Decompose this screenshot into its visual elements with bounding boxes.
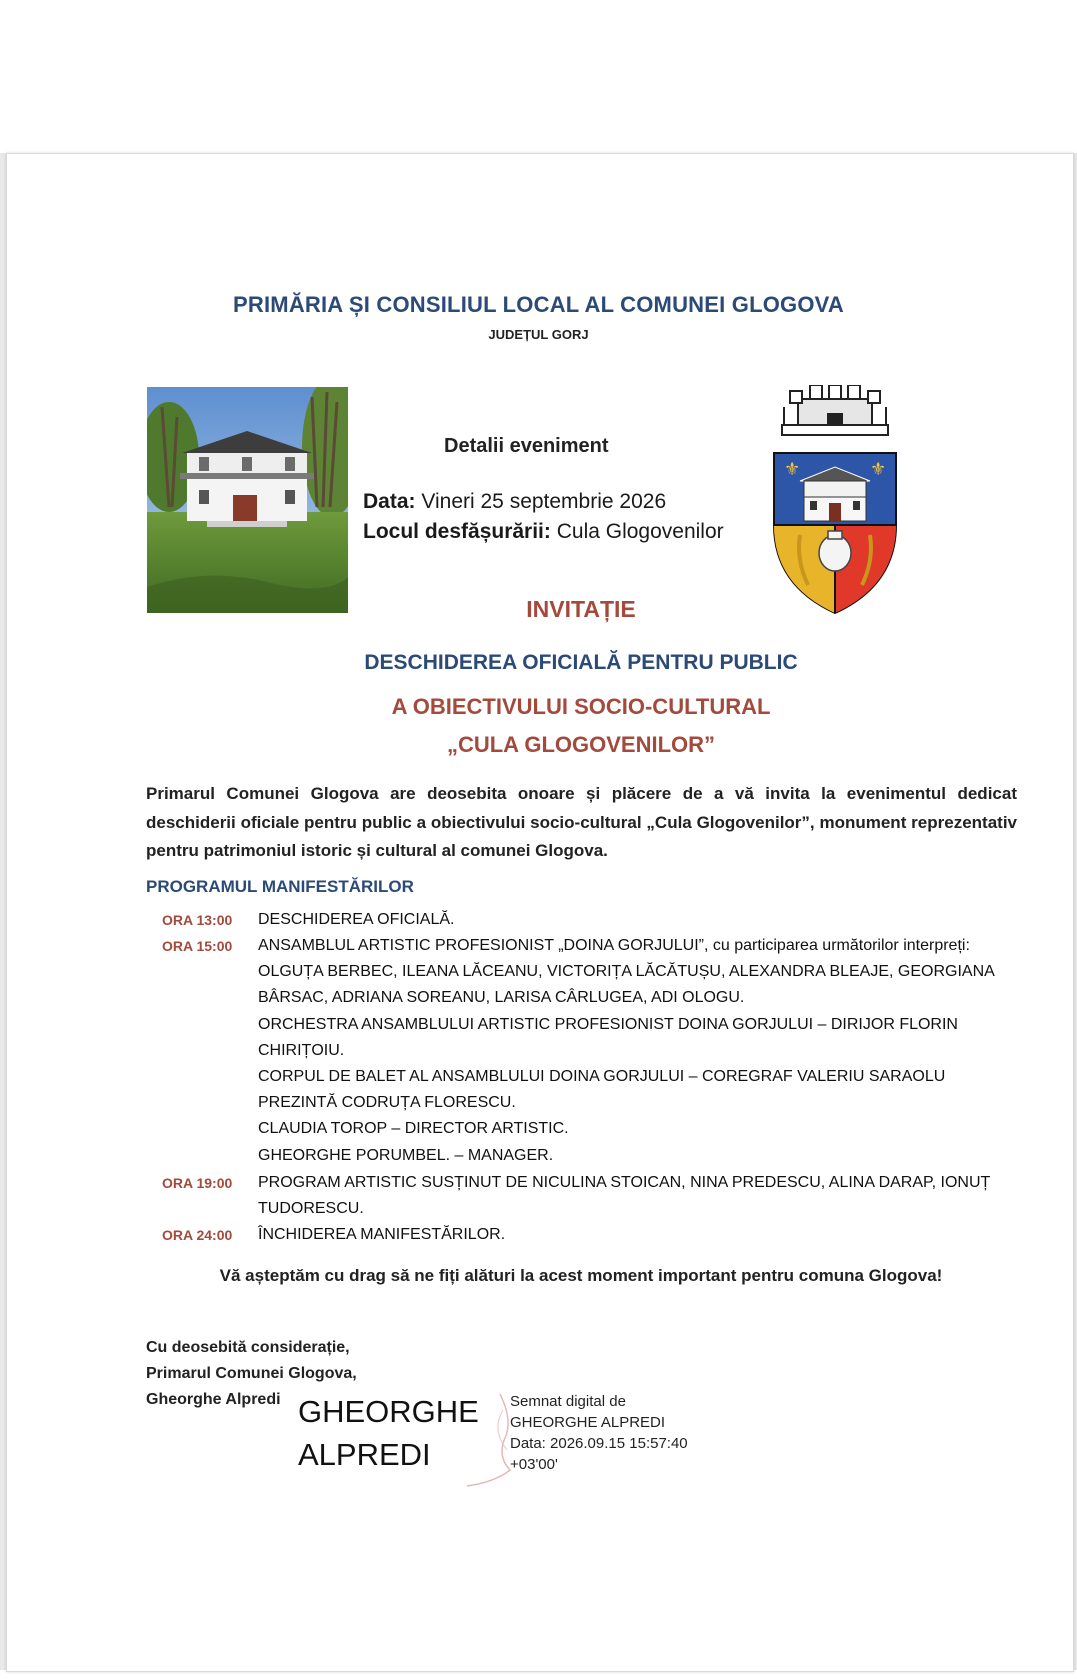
event-date-line — [363, 490, 666, 514]
event-date-label: Data: — [363, 490, 416, 513]
svg-text:⚜: ⚜ — [784, 459, 801, 480]
program-title: PROGRAMUL MANIFESTĂRILOR — [146, 877, 414, 896]
digital-stamp-line-2: GHEORGHE ALPREDI — [510, 1414, 666, 1431]
program-line: ORCHESTRA ANSAMBLULUI ARTISTIC PROFESIONIST DOINA GORJULUI – DIRIJOR FLORIN — [258, 1016, 958, 1033]
program-time: ORA 24:00 — [162, 1227, 233, 1243]
heading-line-3: „CULA GLOGOVENILOR” — [446, 732, 716, 757]
event-place-label: Locul desfășurării: — [363, 520, 551, 543]
closing-sentence: Vă așteptăm cu drag să ne fiți alături la acest moment important pentru comuna Glogova! — [219, 1266, 943, 1285]
signature-line-1: Cu deosebită considerație, — [146, 1339, 350, 1356]
program-line: ANSAMBLUL ARTISTIC PROFESIONIST „DOINA GORJULUI”, cu participarea următorilor interpreți: — [258, 937, 970, 954]
glogova-coat-of-arms — [770, 385, 900, 615]
program-line: PREZINTĂ CODRUȚA FLORESCU. — [258, 1094, 516, 1111]
event-place-line — [363, 520, 724, 544]
signature-name-last: ALPREDI — [298, 1437, 431, 1472]
program-line: ÎNCHIDEREA MANIFESTĂRILOR. — [258, 1226, 506, 1243]
signature-name-first: GHEORGHE — [298, 1394, 479, 1429]
event-date-value: Vineri 25 septembrie 2026 — [415, 490, 667, 513]
digital-stamp-line-1: Semnat digital de — [510, 1393, 626, 1410]
program-time: ORA 19:00 — [162, 1175, 233, 1191]
heading-line-2: A OBIECTIVULUI SOCIO-CULTURAL — [391, 694, 771, 719]
event-place-value: Cula Glogovenilor — [550, 520, 724, 543]
digital-stamp-line-3: Data: 2026.09.15 15:57:40 — [510, 1435, 688, 1452]
program-line: CHIRIȚOIU. — [258, 1042, 345, 1059]
signature-line-3: Gheorghe Alpredi — [146, 1391, 281, 1408]
digital-stamp-line-4: +03'00' — [510, 1456, 558, 1473]
svg-text:⚜: ⚜ — [870, 459, 887, 480]
program-time: ORA 15:00 — [162, 938, 233, 954]
cula-photo — [147, 387, 348, 613]
program-time: ORA 13:00 — [162, 912, 233, 928]
program-line: GHEORGHE PORUMBEL. – MANAGER. — [258, 1147, 554, 1164]
event-details-title: Detalii eveniment — [444, 435, 609, 457]
heading-line-1: DESCHIDEREA OFICIALĂ PENTRU PUBLIC — [364, 651, 798, 674]
invitation-heading: INVITAȚIE — [526, 596, 636, 622]
program-line: DESCHIDEREA OFICIALĂ. — [258, 911, 455, 928]
program-line: BÂRSAC, ADRIANA SOREANU, LARISA CÂRLUGEA, ADI OLOGU. — [258, 989, 745, 1006]
document-header-subtitle: JUDEȚUL GORJ — [488, 327, 589, 342]
program-line: TUDORESCU. — [258, 1200, 364, 1217]
document-header-title: PRIMĂRIA ȘI CONSILIUL LOCAL AL COMUNEI GLOGOVA — [233, 292, 844, 317]
program-line: CLAUDIA TOROP – DIRECTOR ARTISTIC. — [258, 1120, 569, 1137]
intro-paragraph: Primarul Comunei Glogova are deosebita onoare și plăcere de a vă invita la evenimentul dedicat deschiderii oficiale pentru public a obiectivului socio-cultural „Cula Glogovenilor”, monument reprezentativ pentru patrimoniul istoric și cultural al comunei Glogova. — [146, 784, 1017, 860]
program-line: PROGRAM ARTISTIC SUSȚINUT DE NICULINA STOICAN, NINA PREDESCU, ALINA DARAP, IONUȚ — [258, 1174, 991, 1191]
program-line: OLGUȚA BERBEC, ILEANA LĂCEANU, VICTORIȚA LĂCĂTUȘU, ALEXANDRA BLEAJE, GEORGIANA — [258, 963, 995, 980]
program-line: CORPUL DE BALET AL ANSAMBLULUI DOINA GORJULUI – COREGRAF VALERIU SARAOLU — [258, 1068, 946, 1085]
signature-line-2: Primarul Comunei Glogova, — [146, 1365, 357, 1382]
